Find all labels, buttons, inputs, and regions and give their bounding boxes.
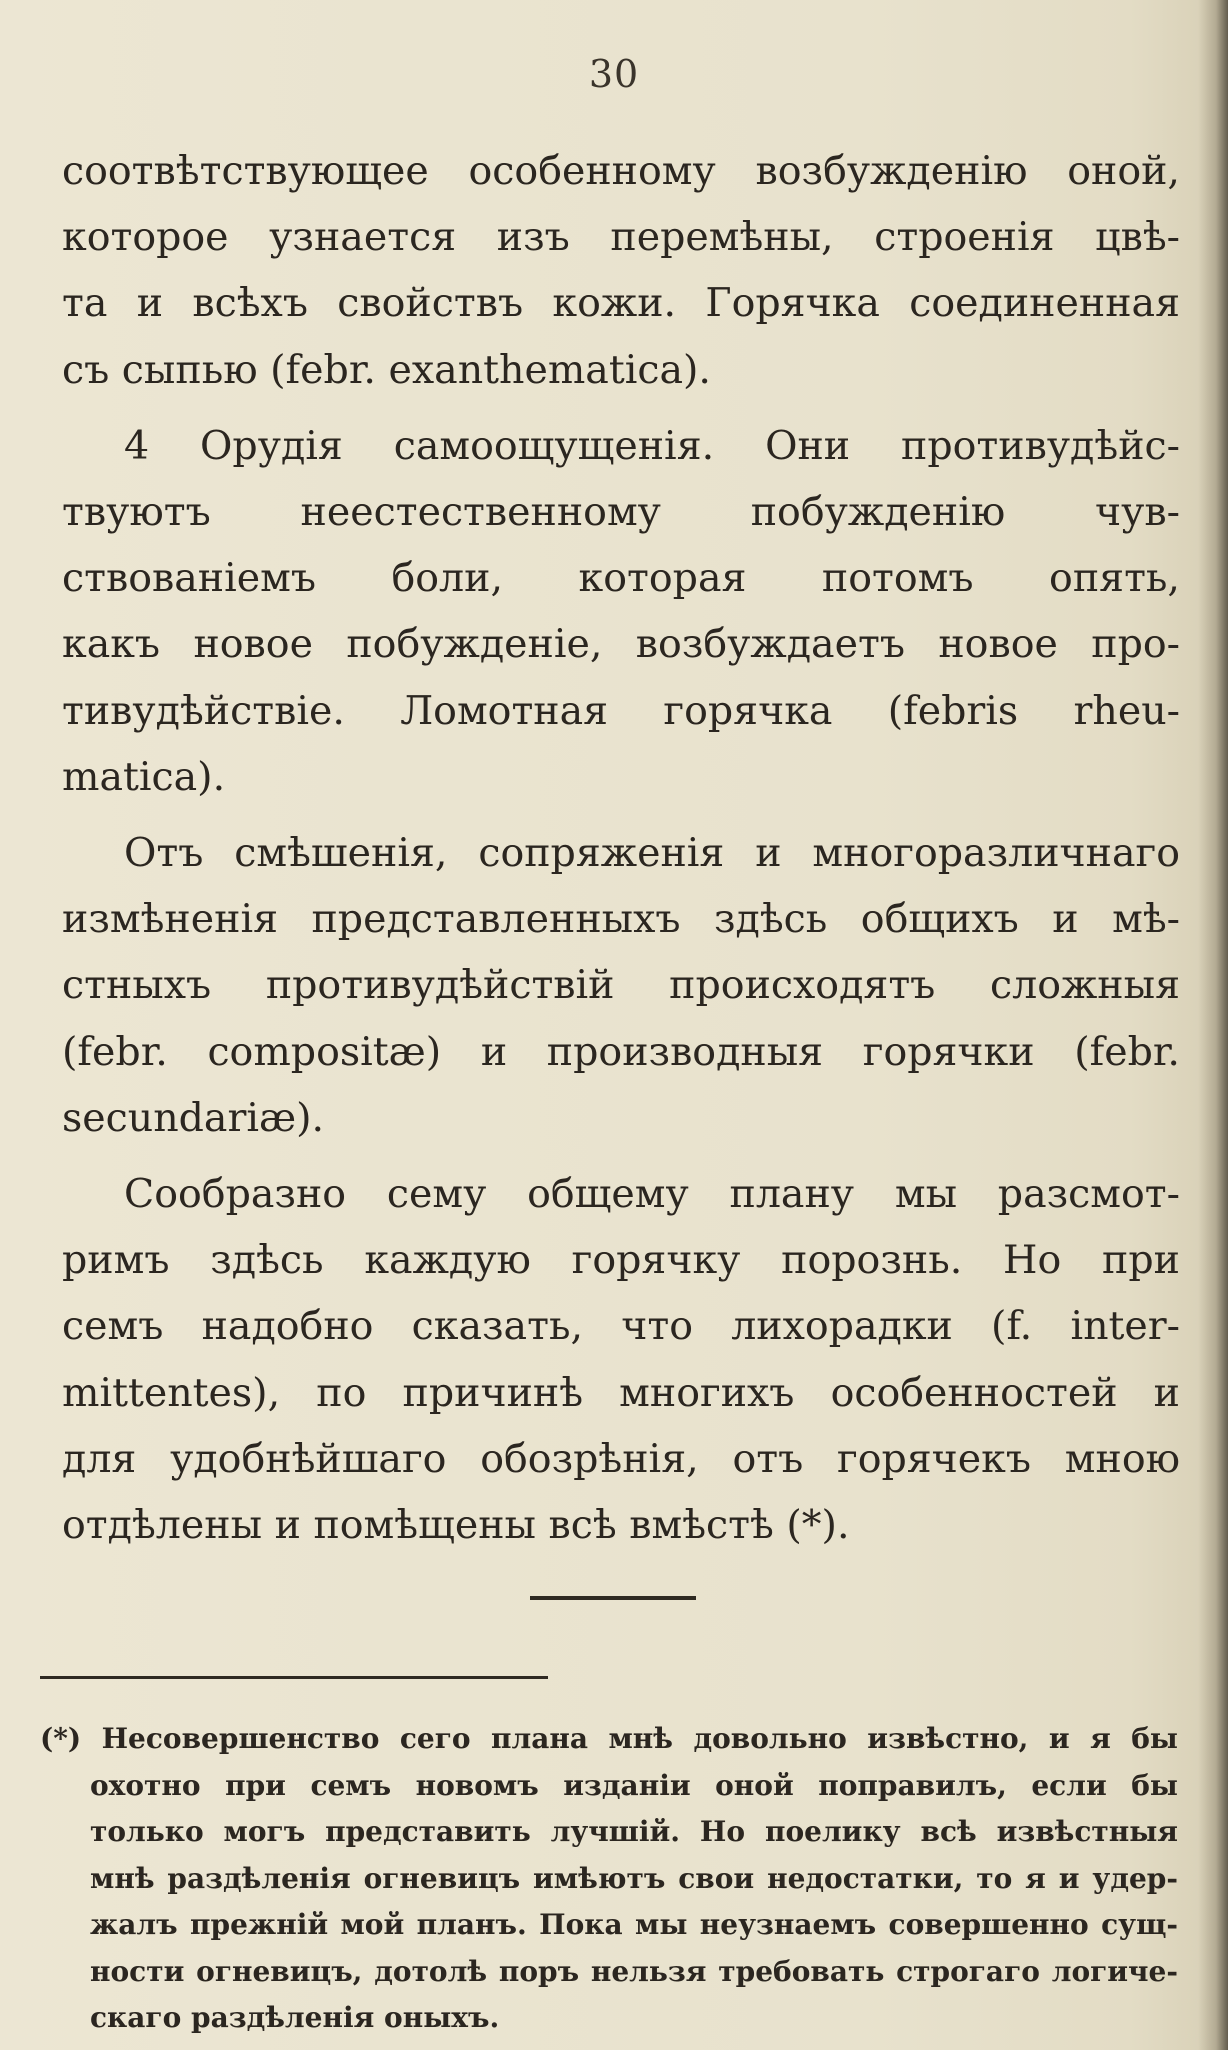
text-line: mittentes), по причинѣ многихъ особенностей и	[62, 1369, 1180, 1416]
text-line: та и всѣхъ свойствъ кожи. Горячка соединенная	[62, 280, 1180, 327]
text-line: стныхъ противудѣйствій происходятъ сложныя	[62, 962, 1180, 1009]
text-line: семъ надобно сказать, что лихорадки (f. inter-	[62, 1303, 1180, 1350]
text-line: matica).	[62, 753, 226, 800]
text-line: 4 Орудія самоощущенія. Они противудѣйс-	[124, 422, 1180, 469]
text-line: secundariæ).	[62, 1094, 325, 1141]
footnote-line: охотно при семъ новомъ изданіи оной поправилъ, если бы	[90, 1768, 1178, 1802]
text-line: тивудѣйствіе. Ломотная горячка (febris rheu-	[62, 687, 1180, 734]
footnote-line: мнѣ раздѣленія огневицъ имѣютъ свои недостатки, то я и удер-	[90, 1861, 1178, 1895]
footnote-rule	[40, 1676, 548, 1679]
footnote-line: жалъ прежній мой планъ. Пока мы неузнаемъ совершенно сущ-	[90, 1908, 1178, 1941]
text-line: (febr. compositæ) и производныя горячки (febr.	[62, 1028, 1180, 1075]
text-line: твуютъ неестественному побужденію чув-	[62, 489, 1180, 536]
paragraph-3	[62, 820, 1180, 1151]
main-text	[62, 138, 1180, 1558]
paragraph-2	[62, 413, 1180, 810]
footnote	[40, 1716, 1178, 2042]
paragraph-4	[62, 1161, 1180, 1558]
text-line: измѣненія представленныхъ здѣсь общихъ и мѣ-	[62, 896, 1180, 943]
book-spine-shadow	[1198, 0, 1228, 2050]
text-line: ствованіемъ боли, которая потомъ опять,	[62, 555, 1180, 602]
text-line: соотвѣтствующее особенному возбужденію оной,	[62, 148, 1180, 194]
footnote-line: скаго раздѣленія оныхъ.	[90, 2001, 500, 2034]
footnote-line: (*) Несовершенство сего плана мнѣ довольно извѣстно, и я бы	[40, 1722, 1178, 1755]
footnote-line: ности огневицъ, дотолѣ поръ нельзя требовать строгаго логиче-	[90, 1954, 1178, 1988]
page-number: 30	[588, 52, 640, 96]
text-line: съ сыпью (febr. exanthematica).	[62, 346, 711, 393]
text-line: для удобнѣйшаго обозрѣнія, отъ горячекъ мною	[62, 1435, 1180, 1482]
text-line: Сообразно сему общему плану мы разсмот-	[124, 1171, 1180, 1218]
text-line: какъ новое побужденіе, возбуждаетъ новое про-	[62, 621, 1180, 668]
text-line: которое узнается изъ перемѣны, строенія цвѣ-	[62, 214, 1180, 261]
text-line: Отъ смѣшенія, сопряженія и многоразличнаго	[124, 830, 1180, 877]
text-line: отдѣлены и помѣщены всѣ вмѣстѣ (*).	[62, 1502, 850, 1549]
paragraph-1	[62, 138, 1180, 403]
text-line: римъ здѣсь каждую горячку порознь. Но при	[62, 1237, 1180, 1284]
footnote-line: только могъ представить лучшій. Но поелику всѣ извѣстныя	[90, 1815, 1178, 1848]
section-divider	[530, 1596, 696, 1600]
